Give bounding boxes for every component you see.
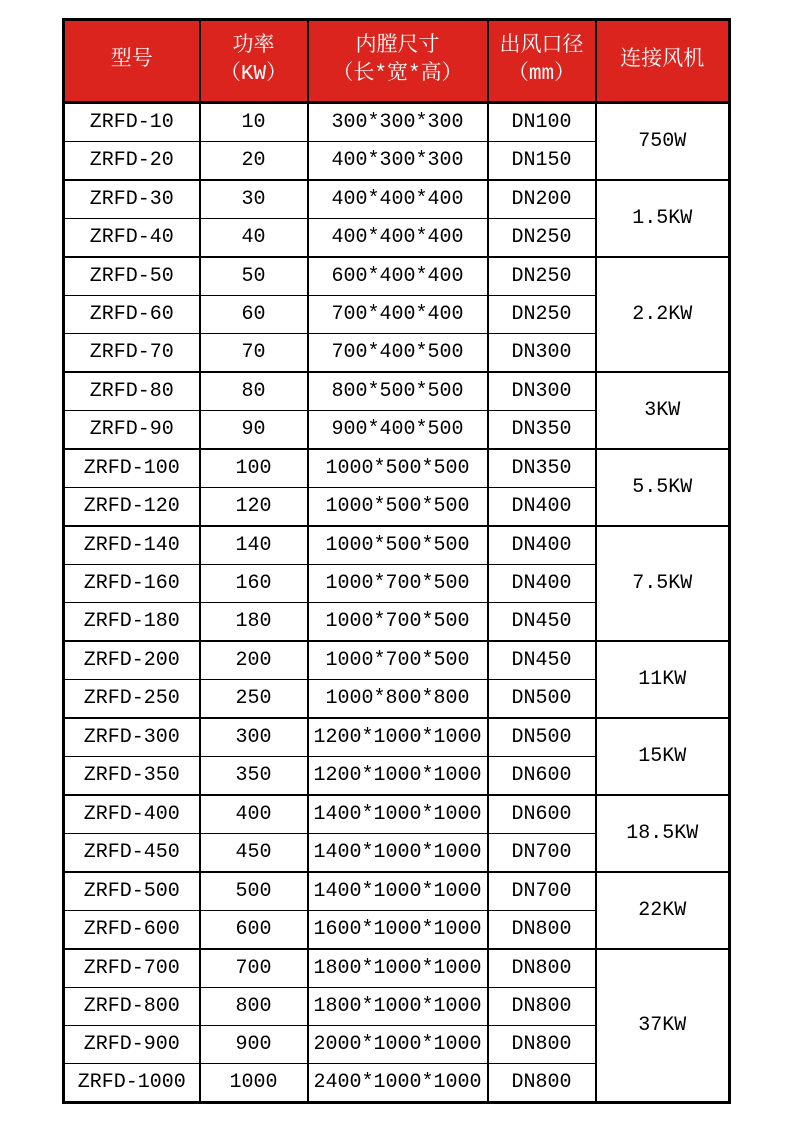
outlet-cell: DN500 — [488, 680, 596, 719]
outlet-cell: DN250 — [488, 257, 596, 296]
model-cell: ZRFD-40 — [64, 219, 200, 258]
power-cell: 50 — [200, 257, 308, 296]
outlet-cell: DN250 — [488, 219, 596, 258]
power-cell: 30 — [200, 180, 308, 219]
dimensions-cell: 700*400*500 — [308, 334, 488, 373]
power-cell: 250 — [200, 680, 308, 719]
power-cell: 40 — [200, 219, 308, 258]
outlet-cell: DN800 — [488, 911, 596, 950]
dimensions-cell: 1600*1000*1000 — [308, 911, 488, 950]
power-cell: 300 — [200, 718, 308, 757]
power-cell: 900 — [200, 1026, 308, 1064]
table-row — [64, 180, 730, 219]
outlet-cell: DN500 — [488, 718, 596, 757]
dimensions-cell: 400*400*400 — [308, 180, 488, 219]
power-cell: 1000 — [200, 1064, 308, 1103]
power-cell: 500 — [200, 872, 308, 911]
table-row — [64, 526, 730, 565]
col-header-line2: （长*宽*高） — [332, 63, 463, 86]
col-header-line1: 功率 — [232, 35, 275, 58]
dimensions-cell: 300*300*300 — [308, 103, 488, 142]
model-cell: ZRFD-50 — [64, 257, 200, 296]
outlet-cell: DN400 — [488, 565, 596, 603]
model-cell: ZRFD-400 — [64, 795, 200, 834]
model-cell: ZRFD-300 — [64, 718, 200, 757]
fan-cell: 18.5KW — [596, 795, 730, 872]
model-cell: ZRFD-90 — [64, 411, 200, 450]
header-row — [64, 20, 730, 103]
fan-cell: 15KW — [596, 718, 730, 795]
model-cell: ZRFD-800 — [64, 988, 200, 1026]
table-row — [64, 718, 730, 757]
power-cell: 160 — [200, 565, 308, 603]
dimensions-cell: 1400*1000*1000 — [308, 834, 488, 873]
fan-cell: 7.5KW — [596, 526, 730, 641]
power-cell: 80 — [200, 372, 308, 411]
outlet-cell: DN250 — [488, 296, 596, 334]
outlet-cell: DN800 — [488, 1026, 596, 1064]
col-header-dimensions — [308, 20, 488, 103]
outlet-cell: DN800 — [488, 1064, 596, 1103]
fan-cell: 3KW — [596, 372, 730, 449]
dimensions-cell: 2000*1000*1000 — [308, 1026, 488, 1064]
model-cell: ZRFD-250 — [64, 680, 200, 719]
model-cell: ZRFD-1000 — [64, 1064, 200, 1103]
outlet-cell: DN450 — [488, 641, 596, 680]
outlet-cell: DN700 — [488, 872, 596, 911]
power-cell: 70 — [200, 334, 308, 373]
model-cell: ZRFD-70 — [64, 334, 200, 373]
table-row — [64, 641, 730, 680]
col-header-line1: 连接风机 — [620, 49, 705, 72]
table-row — [64, 257, 730, 296]
power-cell: 60 — [200, 296, 308, 334]
dimensions-cell: 1200*1000*1000 — [308, 718, 488, 757]
power-cell: 120 — [200, 488, 308, 527]
model-cell: ZRFD-80 — [64, 372, 200, 411]
model-cell: ZRFD-10 — [64, 103, 200, 142]
model-cell: ZRFD-700 — [64, 949, 200, 988]
model-cell: ZRFD-500 — [64, 872, 200, 911]
outlet-cell: DN400 — [488, 488, 596, 527]
outlet-cell: DN800 — [488, 988, 596, 1026]
dimensions-cell: 2400*1000*1000 — [308, 1064, 488, 1103]
power-cell: 800 — [200, 988, 308, 1026]
table-row — [64, 872, 730, 911]
fan-cell: 22KW — [596, 872, 730, 949]
model-cell: ZRFD-60 — [64, 296, 200, 334]
model-cell: ZRFD-100 — [64, 449, 200, 488]
outlet-cell: DN800 — [488, 949, 596, 988]
table-header — [64, 20, 730, 103]
model-cell: ZRFD-180 — [64, 603, 200, 642]
dimensions-cell: 1000*700*500 — [308, 603, 488, 642]
dimensions-cell: 1400*1000*1000 — [308, 872, 488, 911]
power-cell: 600 — [200, 911, 308, 950]
fan-cell: 5.5KW — [596, 449, 730, 526]
dimensions-cell: 1000*700*500 — [308, 641, 488, 680]
dimensions-cell: 700*400*400 — [308, 296, 488, 334]
model-cell: ZRFD-900 — [64, 1026, 200, 1064]
power-cell: 350 — [200, 757, 308, 796]
table-row — [64, 449, 730, 488]
outlet-cell: DN400 — [488, 526, 596, 565]
outlet-cell: DN600 — [488, 757, 596, 796]
power-cell: 10 — [200, 103, 308, 142]
col-header-line1: 型号 — [110, 49, 153, 72]
col-header-model — [64, 20, 200, 103]
dimensions-cell: 600*400*400 — [308, 257, 488, 296]
col-header-line2: （mm） — [507, 63, 576, 86]
col-header-line1: 出风口径 — [499, 35, 584, 58]
outlet-cell: DN350 — [488, 411, 596, 450]
outlet-cell: DN300 — [488, 334, 596, 373]
power-cell: 140 — [200, 526, 308, 565]
fan-cell: 11KW — [596, 641, 730, 718]
dimensions-cell: 1000*500*500 — [308, 526, 488, 565]
dimensions-cell: 1800*1000*1000 — [308, 988, 488, 1026]
col-header-line2: （KW） — [219, 63, 288, 86]
outlet-cell: DN700 — [488, 834, 596, 873]
dimensions-cell: 1000*800*800 — [308, 680, 488, 719]
power-cell: 180 — [200, 603, 308, 642]
dimensions-cell: 1000*500*500 — [308, 488, 488, 527]
power-cell: 90 — [200, 411, 308, 450]
fan-cell: 750W — [596, 103, 730, 181]
outlet-cell: DN450 — [488, 603, 596, 642]
dimensions-cell: 1200*1000*1000 — [308, 757, 488, 796]
fan-cell: 37KW — [596, 949, 730, 1103]
model-cell: ZRFD-450 — [64, 834, 200, 873]
outlet-cell: DN100 — [488, 103, 596, 142]
dimensions-cell: 400*300*300 — [308, 142, 488, 181]
col-header-power — [200, 20, 308, 103]
table-body — [64, 103, 730, 1103]
outlet-cell: DN350 — [488, 449, 596, 488]
model-cell: ZRFD-160 — [64, 565, 200, 603]
dimensions-cell: 1800*1000*1000 — [308, 949, 488, 988]
model-cell: ZRFD-350 — [64, 757, 200, 796]
power-cell: 700 — [200, 949, 308, 988]
spec-table — [62, 18, 731, 1104]
model-cell: ZRFD-200 — [64, 641, 200, 680]
outlet-cell: DN600 — [488, 795, 596, 834]
outlet-cell: DN200 — [488, 180, 596, 219]
outlet-cell: DN300 — [488, 372, 596, 411]
outlet-cell: DN150 — [488, 142, 596, 181]
fan-cell: 1.5KW — [596, 180, 730, 257]
col-header-outlet — [488, 20, 596, 103]
dimensions-cell: 400*400*400 — [308, 219, 488, 258]
model-cell: ZRFD-20 — [64, 142, 200, 181]
model-cell: ZRFD-120 — [64, 488, 200, 527]
power-cell: 20 — [200, 142, 308, 181]
dimensions-cell: 1000*500*500 — [308, 449, 488, 488]
table-row — [64, 949, 730, 988]
dimensions-cell: 1000*700*500 — [308, 565, 488, 603]
table-row — [64, 795, 730, 834]
model-cell: ZRFD-140 — [64, 526, 200, 565]
table-row — [64, 372, 730, 411]
col-header-line1: 内膛尺寸 — [355, 35, 440, 58]
col-header-fan — [596, 20, 730, 103]
power-cell: 100 — [200, 449, 308, 488]
model-cell: ZRFD-600 — [64, 911, 200, 950]
dimensions-cell: 800*500*500 — [308, 372, 488, 411]
table-row — [64, 103, 730, 142]
power-cell: 400 — [200, 795, 308, 834]
fan-cell: 2.2KW — [596, 257, 730, 372]
power-cell: 200 — [200, 641, 308, 680]
model-cell: ZRFD-30 — [64, 180, 200, 219]
dimensions-cell: 1400*1000*1000 — [308, 795, 488, 834]
power-cell: 450 — [200, 834, 308, 873]
dimensions-cell: 900*400*500 — [308, 411, 488, 450]
